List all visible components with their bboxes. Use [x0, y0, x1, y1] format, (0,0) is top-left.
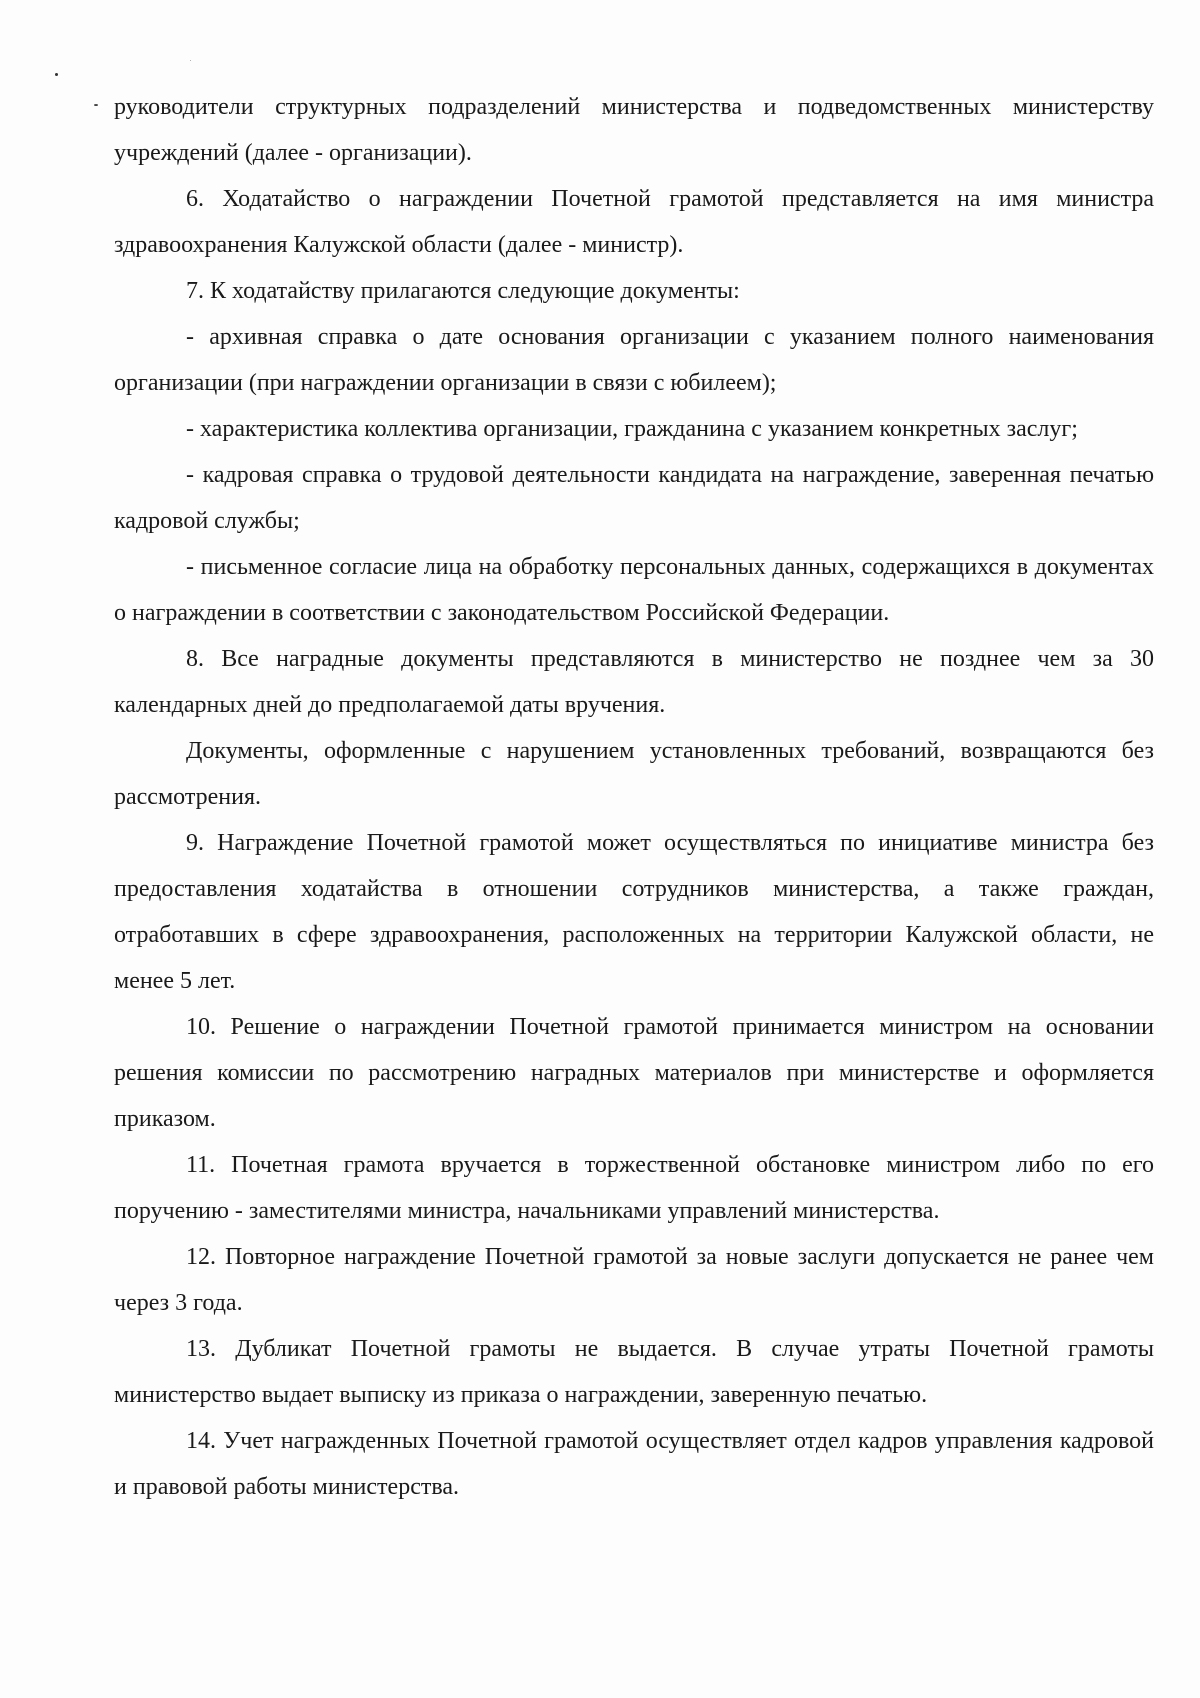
paragraph-8-continued: Документы, оформленные с нарушением установленных требований, возвращаются без рассмотрения. — [114, 738, 1154, 810]
paragraph-12: 12. Повторное награждение Почетной грамотой за новые заслуги допускается не ранее чем через 3 года. — [114, 1244, 1154, 1316]
list-item-consent: - письменное согласие лица на обработку персональных данных, содержащихся в документах о награждении в соответствии с законодательством Российской Федерации. — [114, 554, 1154, 626]
paragraph-13: 13. Дубликат Почетной грамоты не выдается. В случае утраты Почетной грамоты министерство выдает выписку из приказа о награждении, заверенную печатью. — [114, 1336, 1154, 1408]
paragraph-11: 11. Почетная грамота вручается в торжественной обстановке министром либо по его поручению - заместителями министра, начальниками управлений министерства. — [114, 1152, 1154, 1224]
paragraph-9: 9. Награждение Почетной грамотой может осуществляться по инициативе министра без предоставления ходатайства в отношении сотрудников министерства, а также граждан, отработавших в сфере здравоохранения, расположенных на территории Калужской области, не менее 5 лет. — [114, 830, 1154, 994]
list-item-archive-reference: - архивная справка о дате основания организации с указанием полного наименования организации (при награждении организации в связи с юбилеем); — [114, 324, 1154, 396]
scan-speck — [190, 60, 191, 61]
list-item-characteristic: - характеристика коллектива организации, гражданина с указанием конкретных заслуг; — [186, 416, 1078, 442]
document-body — [114, 84, 1154, 1510]
paragraph-6: 6. Ходатайство о награждении Почетной грамотой представляется на имя министра здравоохранения Калужской области (далее - министр). — [114, 186, 1154, 258]
paragraph-14: 14. Учет награжденных Почетной грамотой осуществляет отдел кадров управления кадровой и правовой работы министерства. — [114, 1428, 1154, 1500]
list-item-personnel-reference: - кадровая справка о трудовой деятельности кандидата на награждение, заверенная печатью кадровой службы; — [114, 462, 1154, 534]
scan-speck — [55, 73, 58, 76]
scan-speck — [94, 104, 98, 106]
paragraph-8: 8. Все наградные документы представляются в министерство не позднее чем за 30 календарных дней до предполагаемой даты вручения. — [114, 646, 1154, 718]
paragraph-continuation: руководители структурных подразделений министерства и подведомственных министерству учреждений (далее - организации). — [114, 94, 1154, 166]
paragraph-7: 7. К ходатайству прилагаются следующие документы: — [186, 278, 740, 304]
paragraph-10: 10. Решение о награждении Почетной грамотой принимается министром на основании решения комиссии по рассмотрению наградных материалов при министерстве и оформляется приказом. — [114, 1014, 1154, 1132]
